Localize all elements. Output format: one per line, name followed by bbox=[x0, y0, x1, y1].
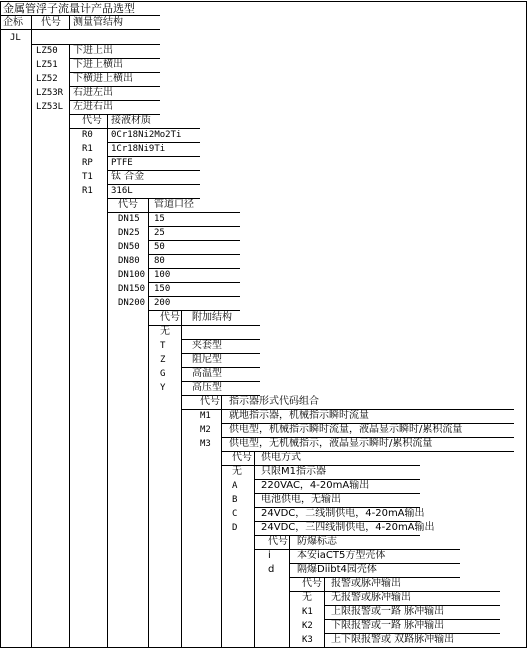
diameter-text: 50 bbox=[154, 242, 165, 252]
attachment-text: 高温型 bbox=[192, 368, 222, 379]
material-text: 316L bbox=[111, 186, 133, 196]
power-text: 电池供电，无输出 bbox=[261, 494, 341, 505]
indicator-header: 指示器形式代码组合 bbox=[229, 396, 319, 407]
table-title: 金属管浮子流量计产品选型 bbox=[3, 2, 135, 15]
structure-code: LZ52 bbox=[36, 74, 58, 84]
diameter-text: 25 bbox=[154, 228, 165, 238]
indicator-code: M3 bbox=[200, 439, 211, 449]
power-code: D bbox=[232, 523, 238, 533]
structure-header: 测量管结构 bbox=[73, 17, 123, 28]
explosion-code: i bbox=[268, 550, 271, 561]
col-line bbox=[69, 15, 70, 29]
power-text: 220VAC，4-20mA输出 bbox=[261, 480, 370, 491]
material-text: 1Cr18Ni9Ti bbox=[111, 144, 166, 154]
structure-text: 下进上横出 bbox=[73, 59, 123, 70]
power-text: 24VDC，三四线制供电，4-20mA输出 bbox=[261, 522, 435, 533]
code-header: 代号 bbox=[41, 17, 61, 28]
material-code: R1 bbox=[82, 186, 93, 196]
power-code: C bbox=[232, 509, 238, 519]
alarm-text: 上限报警或一路 脉冲输出 bbox=[331, 606, 445, 617]
diameter-code: DN100 bbox=[118, 270, 146, 280]
indicator-code: M1 bbox=[200, 411, 211, 421]
structure-text: 左进右出 bbox=[73, 101, 113, 112]
frame-top bbox=[0, 1, 527, 2]
alarm-code-header: 代号 bbox=[302, 578, 322, 589]
power-text: 只限M1指示器 bbox=[261, 466, 326, 477]
diameter-text: 200 bbox=[154, 298, 171, 308]
alarm-code: K2 bbox=[302, 621, 313, 631]
structure-code: LZ53L bbox=[36, 102, 64, 112]
diameter-text: 100 bbox=[154, 270, 171, 280]
col-line bbox=[289, 577, 290, 647]
indicator-text: 供电型，无机械指示，液晶显示瞬时/累积流量 bbox=[229, 438, 433, 449]
explosion-code-header: 代号 bbox=[268, 536, 288, 547]
explosion-code: d bbox=[268, 564, 275, 575]
diameter-code: DN150 bbox=[118, 284, 146, 294]
diameter-code: DN80 bbox=[118, 256, 140, 266]
material-text: PTFE bbox=[111, 158, 133, 168]
row-line bbox=[148, 310, 240, 311]
diameter-text: 80 bbox=[154, 256, 165, 266]
diameter-text: 15 bbox=[154, 214, 165, 224]
structure-text: 右进左出 bbox=[73, 87, 113, 98]
power-code: B bbox=[232, 495, 238, 505]
alarm-text: 下限报警或一路 脉冲输出 bbox=[331, 620, 445, 631]
attachment-code: T bbox=[160, 341, 166, 351]
structure-code: LZ53R bbox=[36, 88, 64, 98]
power-code-header: 代号 bbox=[232, 452, 252, 463]
frame-right bbox=[526, 1, 527, 648]
diameter-code: DN50 bbox=[118, 242, 140, 252]
col-line bbox=[289, 535, 290, 577]
col-line bbox=[254, 535, 255, 647]
attachment-text: 夹套型 bbox=[192, 340, 222, 351]
diameter-text: 150 bbox=[154, 284, 171, 294]
diameter-code: DN15 bbox=[118, 214, 140, 224]
material-code: T1 bbox=[82, 172, 93, 182]
indicator-text: 供电型，机械指示瞬时流量，液晶显示瞬时/累积流量 bbox=[229, 424, 463, 435]
power-code: A bbox=[232, 481, 238, 491]
col-line bbox=[69, 114, 70, 647]
material-code: RP bbox=[82, 158, 93, 168]
col-line bbox=[69, 44, 70, 114]
material-code-header: 代号 bbox=[82, 115, 102, 126]
jl-code: JL bbox=[10, 33, 21, 43]
diameter-code: DN25 bbox=[118, 228, 140, 238]
col-line bbox=[107, 198, 108, 647]
alarm-code: K3 bbox=[302, 635, 313, 645]
col-line bbox=[181, 395, 182, 647]
material-text: 钛 合金 bbox=[111, 171, 145, 182]
material-header: 接液材质 bbox=[111, 115, 151, 126]
material-code: R1 bbox=[82, 144, 93, 154]
col-line bbox=[148, 311, 149, 647]
attachment-code: Y bbox=[160, 383, 166, 393]
alarm-text: 无报警或脉冲输出 bbox=[331, 592, 411, 603]
material-text: 0Cr18Ni2Mo2Ti bbox=[111, 130, 182, 140]
diameter-code: DN200 bbox=[118, 298, 146, 308]
row-line bbox=[31, 44, 160, 45]
diameter-code-header: 代号 bbox=[118, 199, 138, 210]
power-code: 无 bbox=[232, 466, 242, 477]
structure-text: 下进上出 bbox=[73, 45, 113, 56]
structure-code: LZ51 bbox=[36, 60, 58, 70]
attachment-code: Z bbox=[160, 355, 166, 365]
alarm-text: 上下限报警或 双路脉冲输出 bbox=[331, 634, 455, 645]
col-line bbox=[221, 451, 222, 647]
structure-code: LZ50 bbox=[36, 46, 58, 56]
col-line bbox=[324, 577, 325, 647]
alarm-code: K1 bbox=[302, 607, 313, 617]
explosion-header: 防爆标志 bbox=[297, 536, 337, 547]
frame-left bbox=[0, 1, 1, 648]
power-header: 供电方式 bbox=[261, 452, 301, 463]
attachment-code-header: 代号 bbox=[160, 312, 180, 323]
std-header: 企标 bbox=[3, 17, 23, 28]
attachment-text: 阻尼型 bbox=[192, 354, 222, 365]
attachment-code: G bbox=[160, 369, 166, 379]
row-line bbox=[324, 647, 500, 648]
structure-text: 下横进上横出 bbox=[73, 73, 133, 84]
explosion-text: 隔爆Diibt4园壳体 bbox=[297, 564, 377, 575]
material-code: R0 bbox=[82, 130, 93, 140]
indicator-text: 就地指示器，机械指示瞬时流量 bbox=[229, 410, 369, 421]
power-text: 24VDC，二线制供电，4-20mA输出 bbox=[261, 508, 425, 519]
col-line bbox=[31, 44, 32, 647]
alarm-code: 无 bbox=[302, 592, 312, 603]
attachment-header: 附加结构 bbox=[192, 312, 232, 323]
attachment-text: 高压型 bbox=[192, 382, 222, 393]
alarm-header: 报警或脉冲输出 bbox=[331, 578, 401, 589]
indicator-code-header: 代号 bbox=[200, 396, 220, 407]
indicator-code: M2 bbox=[200, 425, 211, 435]
diameter-header: 管道口径 bbox=[154, 199, 194, 210]
explosion-text: 本安iaCT5方型壳体 bbox=[297, 550, 386, 561]
header-bottom bbox=[0, 29, 160, 30]
attachment-code: 无 bbox=[160, 326, 170, 337]
title-bottom bbox=[0, 15, 160, 16]
